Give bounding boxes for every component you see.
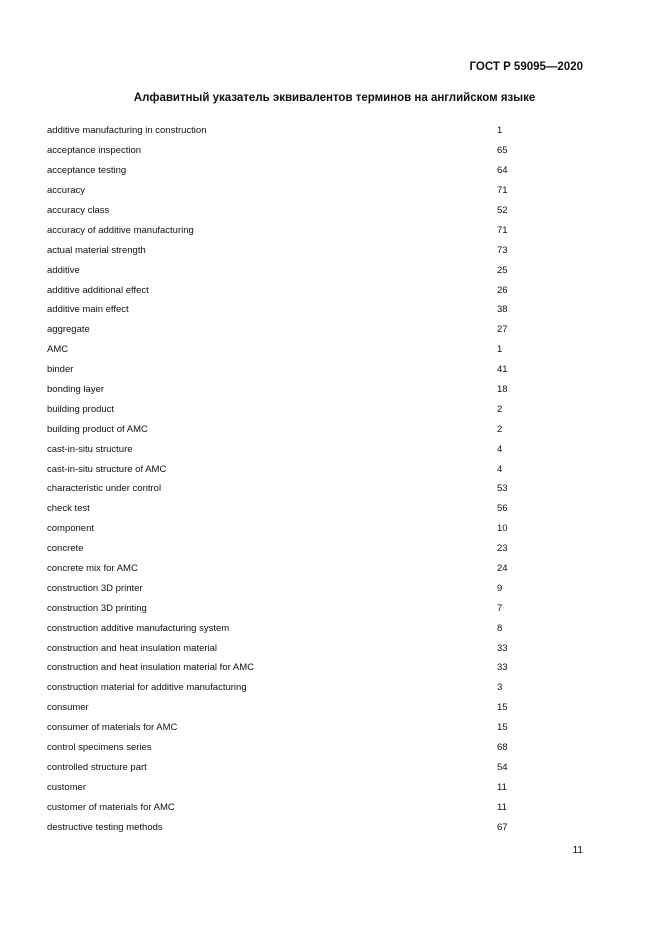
index-term-ref: 27: [497, 324, 508, 336]
index-term-ref: 54: [497, 761, 508, 773]
index-entry: [47, 340, 527, 360]
index-term-ref: 9: [497, 582, 503, 594]
index-term: cast-in-situ structure of AMC: [47, 463, 167, 475]
index-term-ref: 3: [497, 682, 503, 694]
index-entry: [47, 419, 527, 439]
index-term: concrete: [47, 543, 84, 555]
index-term-ref: 18: [497, 384, 508, 396]
index-term-ref: 2: [497, 423, 503, 435]
index-term-ref: 71: [497, 224, 508, 236]
index-entry: [47, 499, 527, 519]
index-term: customer: [47, 781, 87, 793]
index-entry: [47, 559, 527, 579]
index-term: building product: [47, 403, 115, 415]
index-term: accuracy: [47, 185, 86, 197]
index-term-ref: 24: [497, 563, 508, 575]
index-term-ref: 4: [497, 463, 503, 475]
index-term-ref: 65: [497, 145, 508, 157]
index-term: additive: [47, 264, 80, 276]
index-entry: [47, 817, 527, 837]
index-term: acceptance inspection: [47, 145, 142, 157]
index-term-ref: 33: [497, 642, 508, 654]
index-term: concrete mix for AMC: [47, 563, 138, 575]
index-term-ref: 38: [497, 304, 508, 316]
index-term: construction material for additive manufacturing: [47, 682, 247, 694]
index-entry: [47, 260, 527, 280]
index-term: aggregate: [47, 324, 90, 336]
index-entry: [47, 658, 527, 678]
index-term-ref: 26: [497, 284, 508, 296]
index-entry: [47, 141, 527, 161]
index-term: additive manufacturing in construction: [47, 125, 207, 137]
index-entry: [47, 638, 527, 658]
index-term: construction additive manufacturing system: [47, 622, 230, 634]
index-entry: [47, 439, 527, 459]
index-term-ref: 53: [497, 483, 508, 495]
index-term-ref: 10: [497, 523, 508, 535]
index-term-ref: 71: [497, 185, 508, 197]
index-term: consumer of materials for AMC: [47, 722, 178, 734]
index-entry: [47, 598, 527, 618]
index-term: acceptance testing: [47, 165, 127, 177]
index-term: additive main effect: [47, 304, 129, 316]
index-term-ref: 11: [497, 781, 507, 793]
index-entry: [47, 539, 527, 559]
index-entry: [47, 479, 527, 499]
index-term-ref: 67: [497, 821, 508, 833]
index-entry: [47, 459, 527, 479]
index-entry: [47, 300, 527, 320]
index-term: construction 3D printing: [47, 602, 147, 614]
index-term-ref: 15: [497, 702, 508, 714]
index-term-ref: 2: [497, 403, 503, 415]
index-entry: [47, 320, 527, 340]
index-entry: [47, 738, 527, 758]
index-term-ref: 68: [497, 742, 508, 754]
index-entry: [47, 181, 527, 201]
index-entry: [47, 519, 527, 539]
index-term-ref: 15: [497, 722, 508, 734]
index-term-ref: 1: [497, 125, 503, 137]
index-term: accuracy class: [47, 205, 110, 216]
index-term: cast-in-situ structure: [47, 443, 133, 455]
index-term-ref: 4: [497, 443, 503, 455]
index-entry: [47, 678, 527, 698]
index-term: customer of materials for AMC: [47, 801, 175, 813]
index-term-ref: 52: [497, 205, 508, 216]
index-entry: [47, 280, 527, 300]
document-code: ГОСТ Р 59095—2020: [469, 61, 583, 73]
index-title: Алфавитный указатель эквивалентов терминов на английском языке: [133, 92, 536, 104]
index-term: check test: [47, 503, 90, 515]
index-entry: [47, 618, 527, 638]
index-term: building product of AMC: [47, 423, 148, 435]
index-entry: [47, 240, 527, 260]
index-term-ref: 7: [497, 602, 503, 614]
index-term: actual material strength: [47, 244, 146, 256]
index-entry: [47, 360, 527, 380]
index-term: control specimens series: [47, 742, 152, 754]
index-entry: [47, 220, 527, 240]
index-term-ref: 56: [497, 503, 508, 515]
index-entry: [47, 201, 527, 221]
index-term-ref: 41: [497, 364, 508, 376]
index-term: construction 3D printer: [47, 582, 143, 594]
index-entry: [47, 380, 527, 400]
index-entry: [47, 399, 527, 419]
index-entry: [47, 698, 527, 718]
index-term: additive additional effect: [47, 284, 149, 296]
index-term: construction and heat insulation material for AMC: [47, 662, 254, 674]
index-entry: [47, 578, 527, 598]
index-term: accuracy of additive manufacturing: [47, 224, 194, 236]
index-term: construction and heat insulation material: [47, 642, 218, 654]
index-entry: [47, 718, 527, 738]
index-term: bonding layer: [47, 384, 105, 396]
index-entry: [47, 121, 527, 141]
index-term-ref: 64: [497, 165, 508, 177]
index-term: controlled structure part: [47, 761, 147, 773]
index-term-ref: 1: [497, 344, 503, 356]
page-number: 11: [572, 845, 583, 856]
index-entry: [47, 161, 527, 181]
index-term: component: [47, 523, 95, 535]
index-term: characteristic under control: [47, 483, 162, 495]
index-term-ref: 73: [497, 244, 508, 256]
term-index-list: [47, 121, 527, 837]
index-entry: [47, 758, 527, 778]
index-term-ref: 33: [497, 662, 508, 674]
index-term-ref: 25: [497, 264, 508, 276]
index-term-ref: 23: [497, 543, 508, 555]
index-term: binder: [47, 364, 74, 376]
index-term: AMC: [47, 344, 69, 356]
index-term: destructive testing methods: [47, 821, 163, 833]
index-term-ref: 11: [497, 801, 507, 813]
index-entry: [47, 777, 527, 797]
index-entry: [47, 797, 527, 817]
index-term: consumer: [47, 702, 89, 714]
index-term-ref: 8: [497, 622, 503, 634]
